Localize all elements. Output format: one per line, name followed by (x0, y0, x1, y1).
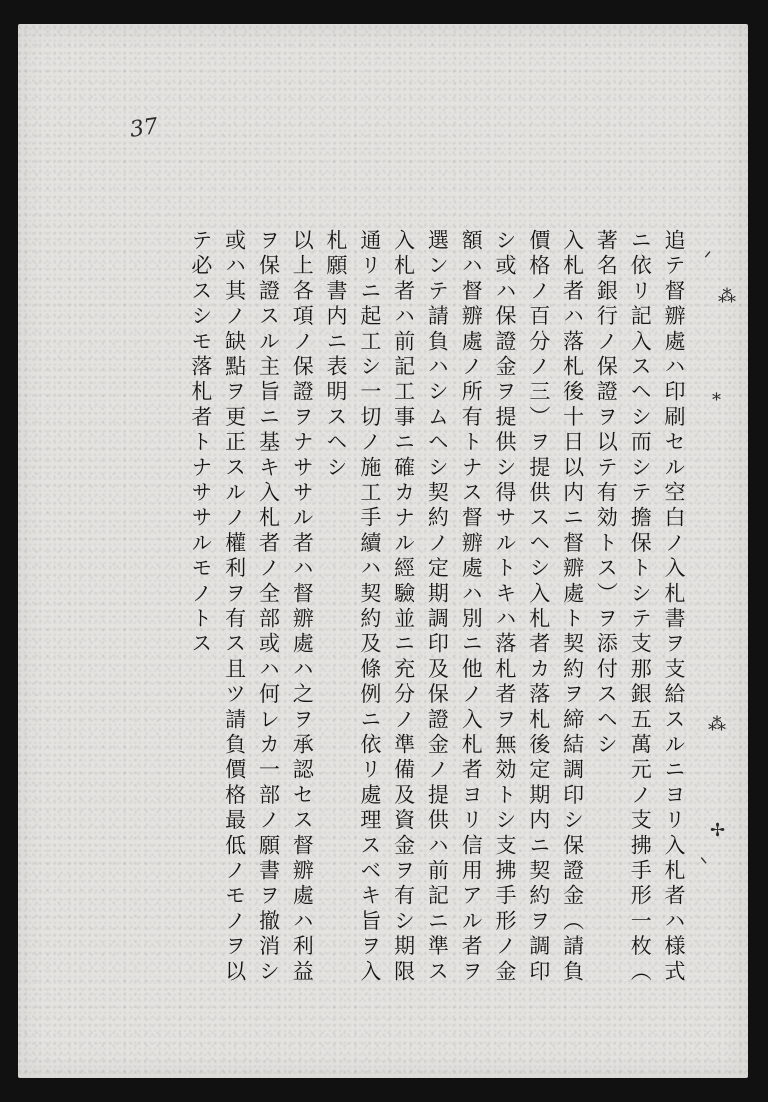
vertical-text-body (130, 229, 690, 1029)
scan-speck: ⁂ (708, 714, 726, 735)
text-line: 選ンテ請負ハシムヘシ契約ノ定期調印及保證金ノ提供ハ前記ニ準ス (425, 229, 450, 985)
text-line: 價格ノ百分ノ三）ヲ提供スヘシ入札者カ落札後定期内ニ契約ヲ調印 (526, 229, 551, 985)
text-line: ヲ保證スル主旨ニ基キ入札者ノ全部或ハ何レカ一部ノ願書ヲ撤消シ (256, 229, 281, 985)
text-line: 追テ督辧處ハ印刷セル空白ノ入札書ヲ支給スルニヨリ入札者ハ様式 (662, 229, 686, 985)
scan-speck: ⁎ (712, 384, 721, 405)
scan-speck: ✢ (710, 820, 726, 841)
scan-speck: ᐠ (700, 854, 708, 875)
scan-speck: ⁂ (718, 286, 736, 307)
text-line: ニ依リ記入スヘシ而シテ擔保トシテ支那銀五萬元ノ支拂手形一枚（ (628, 229, 653, 985)
text-line: 額ハ督辧處ノ所有トナス督辧處ハ別ニ他ノ入札者ヨリ信用アル者ヲ (459, 229, 484, 985)
text-line: 或ハ其ノ缺點ヲ更正スルノ權利ヲ有ス且ツ請負價格最低ノモノヲ以 (222, 229, 247, 985)
text-line: 著名銀行ノ保證ヲ以テ有効トス）ヲ添付スヘシ (594, 229, 619, 759)
text-line: テ必スシモ落札者トナササルモノトス (188, 229, 213, 658)
text-line: 入札者ハ前記工事ニ確カナル經驗並ニ充分ノ準備及資金ヲ有シ期限 (391, 229, 416, 985)
page-number: 37 (128, 114, 160, 143)
text-line: 以上各項ノ保證ヲナササル者ハ督辧處ハ之ヲ承認セス督辧處ハ利益 (290, 229, 315, 985)
text-line: シ或ハ保證金ヲ提供シ得サルトキハ落札者ヲ無効トシ支拂手形ノ金 (493, 229, 518, 985)
document-page (18, 24, 748, 1078)
text-line: 札願書内ニ表明スヘシ (324, 229, 349, 481)
text-line: 通リニ起工シ一切ノ施工手續ハ契約及條例ニ依リ處理スベキ旨ヲ入 (357, 229, 382, 986)
scan-speck: ᐟ (704, 248, 712, 269)
text-line: 入札者ハ落札後十日以内ニ督辧處ト契約ヲ締結調印シ保證金（請負 (560, 229, 585, 985)
